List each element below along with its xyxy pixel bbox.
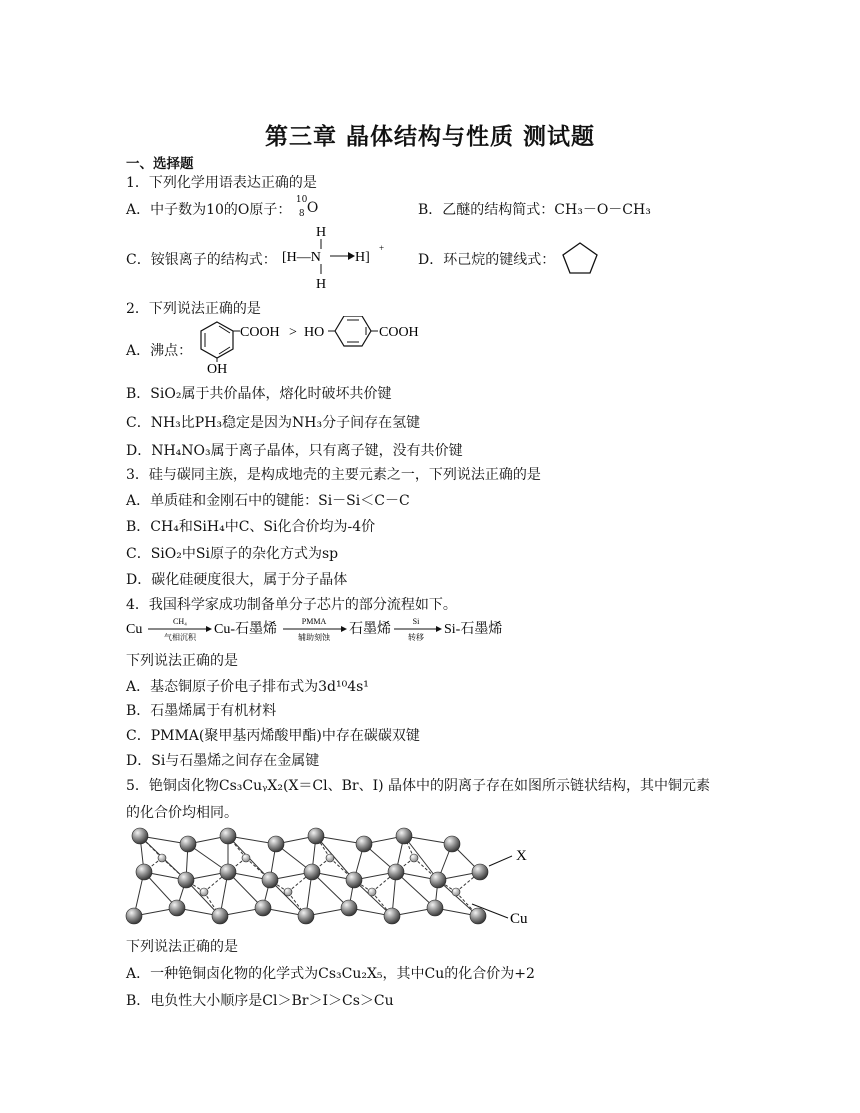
x-atom [220, 864, 236, 880]
cu-atom [368, 888, 376, 896]
q1-option-b: B．乙醚的结构简式：CH₃－O－CH₃ [418, 202, 651, 218]
x-atom [132, 828, 148, 844]
page-title: 第三章 晶体结构与性质 测试题 [264, 124, 595, 150]
x-atom [430, 872, 446, 888]
x-atom [341, 900, 357, 916]
flow-cu: Cu [126, 622, 143, 637]
x-atom [396, 828, 412, 844]
cu-atom [242, 854, 250, 862]
arrow1-top: CH₄ [173, 617, 187, 626]
oh-label: OH [207, 362, 228, 376]
x-atom [169, 900, 185, 916]
q4-option-b: B．石墨烯属于有机材料 [126, 703, 277, 719]
isotope-symbol: 10 8 O [295, 195, 319, 219]
cu-atom [326, 854, 334, 862]
q5-stem-line1: 5．铯铜卤化物Cs₃CuᵧX₂(X＝Cl、Br、I) 晶体中的阴离子存在如图所示链状结构，其中铜元素 [126, 778, 711, 794]
x-atom [180, 836, 196, 852]
label-x: X [516, 848, 527, 864]
q5-option-a: A．一种铯铜卤化物的化学式为Cs₃Cu₂X₅，其中Cu的化合价为+2 [126, 966, 535, 982]
cooh-ortho: COOH [240, 325, 280, 340]
h-right: H] [355, 250, 370, 265]
cu-atom [452, 888, 460, 896]
x-atom [384, 908, 400, 924]
x-atom [470, 908, 486, 924]
cu-atom [158, 854, 166, 862]
arrow3-bottom: 转移 [408, 633, 424, 642]
q1-option-a-text: A．中子数为10的O原子： [126, 202, 292, 218]
q1-option-a [126, 195, 319, 219]
x-atom [136, 864, 152, 880]
q3-option-c: C．SiO₂中Si原子的杂化方式为sp [126, 546, 339, 562]
x-atom [308, 828, 324, 844]
q3-option-a: A．单质硅和金刚石中的键能：Si－Si＜C－C [126, 493, 410, 509]
h-top: H [316, 225, 327, 240]
x-atom [220, 828, 236, 844]
x-atom [126, 908, 142, 924]
q2-option-c: C．NH₃比PH₃稳定是因为NH₃分子间存在氢键 [126, 415, 421, 431]
flow-cu-graphene: Cu-石墨烯 [214, 622, 277, 637]
ammonium-structure-diagram [278, 220, 388, 290]
charge: + [379, 243, 385, 253]
x-atom [356, 836, 372, 852]
x-atom [427, 900, 443, 916]
h-bottom: H [316, 277, 327, 290]
x-atom [388, 864, 404, 880]
cooh-para: COOH [379, 325, 419, 340]
q4-option-d: D．Si与石墨烯之间存在金属键 [126, 753, 320, 769]
q5-sub: 下列说法正确的是 [126, 939, 238, 955]
flow-graphene: 石墨烯 [349, 622, 391, 637]
q1-option-d: D．环己烷的键线式： [418, 252, 556, 268]
q4-option-a: A．基态铜原子价电子排布式为3d¹⁰4s¹ [126, 679, 369, 695]
x-atom [472, 864, 488, 880]
boiling-point-structures [190, 316, 430, 376]
x-atom [178, 872, 194, 888]
q3-option-d: D．碳化硅硬度很大，属于分子晶体 [126, 572, 348, 588]
x-atom [304, 864, 320, 880]
q4-stem: 4．我国科学家成功制备单分子芯片的部分流程如下。 [126, 597, 457, 613]
q1-stem: 1．下列化学用语表达正确的是 [126, 175, 317, 191]
arrow3-top: Si [412, 617, 420, 626]
label-cu: Cu [510, 911, 528, 927]
q4-option-c: C．PMMA(聚甲基丙烯酸甲酯)中存在碳碳双键 [126, 728, 420, 744]
q2-option-d: D．NH₄NO₃属于离子晶体，只有离子键，没有共价键 [126, 443, 463, 459]
x-atom [298, 908, 314, 924]
h-left-n: [H—N [282, 250, 321, 265]
arrow2-bottom: 辅助刻蚀 [298, 633, 330, 642]
q3-stem: 3．硅与碳同主族，是构成地壳的主要元素之一，下列说法正确的是 [126, 467, 541, 483]
q2-option-a: A．沸点： [126, 343, 193, 359]
q2-stem: 2．下列说法正确的是 [126, 301, 261, 317]
cu-atom [410, 854, 418, 862]
x-atom [346, 872, 362, 888]
x-atom [255, 900, 271, 916]
q1-option-c: C．铵银离子的结构式： [126, 252, 277, 268]
cu-atom [284, 888, 292, 896]
arrow1-bottom: 气相沉积 [164, 633, 196, 642]
process-flow [126, 612, 526, 644]
cyclopentane-icon [560, 240, 600, 276]
ho-label: HO [304, 325, 325, 340]
q5-option-b: B．电负性大小顺序是Cl＞Br＞I＞Cs＞Cu [126, 993, 394, 1009]
arrow2-top: PMMA [301, 617, 327, 626]
chain-structure-diagram [120, 822, 540, 928]
x-atom [268, 836, 284, 852]
q3-option-b: B．CH₄和SiH₄中C、Si化合价均为-4价 [126, 519, 376, 535]
section-heading: 一、选择题 [126, 156, 194, 172]
atom-spheres [126, 828, 488, 924]
q5-stem-line2: 的化合价均相同。 [126, 805, 238, 821]
x-atom [444, 836, 460, 852]
gt-sign: > [289, 325, 297, 340]
x-atom [262, 872, 278, 888]
cu-atom [200, 888, 208, 896]
q4-sub: 下列说法正确的是 [126, 653, 238, 669]
q2-option-b: B．SiO₂属于共价晶体，熔化时破坏共价键 [126, 386, 392, 402]
flow-si-graphene: Si-石墨烯 [444, 622, 503, 637]
x-atom [212, 908, 228, 924]
